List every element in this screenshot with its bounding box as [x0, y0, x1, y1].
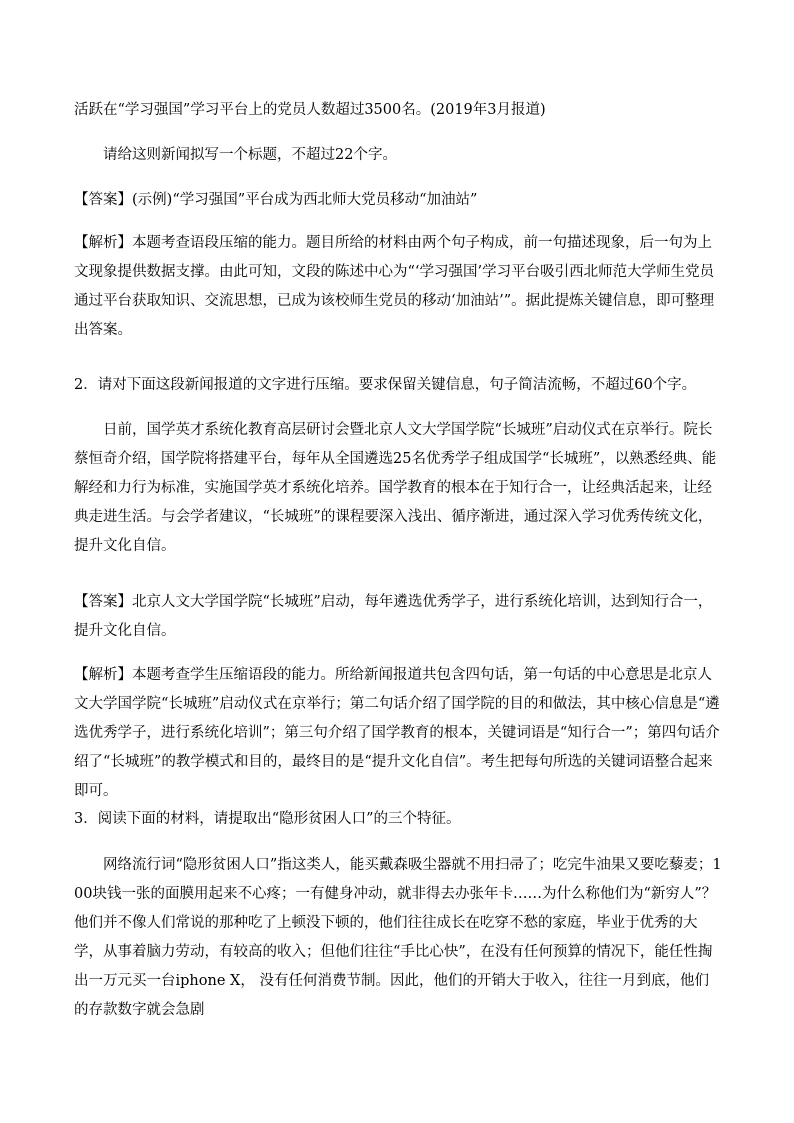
analysis-1: 【解析】本题考查语段压缩的能力。题目所给的材料由两个句子构成，前一句描述现象，后一句为上文现象提供数据支撑。由此可知，文段的陈述中心为“‘学习强国’学习平台吸引西北师范大学师生党员通过平台获取知识、交流思想，已成为该校师生党员的移动‘加油站’”。据此提炼关键信息，即可整理出答案。 [74, 235, 715, 338]
news-tail-paragraph: 活跃在“学习强国”学习平台上的党员人数超过3500名。(2019年3月报道) [74, 102, 546, 118]
news-paragraph-2: 日前，国学英才系统化教育高层研讨会暨北京人文大学国学院“长城班”启动仪式在京举行。院长蔡恒奇介绍，国学院将搭建平台，每年从全国遴选25名优秀学子组成国学“长城班”，以熟悉经典、能解经和力行为标准，实施国学英才系统化培养。国学教育的根本在于知行合一，让经典活起来，让经典走进生活。与会学者建议，“长城班”的课程要深入浅出、循序渐进，通过深入学习优秀传统文化，提升文化自信。 [74, 422, 717, 554]
question-3: 3．阅读下面的材料，请提取出“隐形贫困人口”的三个特征。 [74, 811, 461, 827]
question-prompt-1: 请给这则新闻拟写一个标题，不超过22个字。 [103, 147, 397, 163]
answer-2: 【答案】北京人文大学国学院“长城班”启动，每年遴选优秀学子，进行系统化培训，达到知行合一，提升文化自信。 [74, 594, 713, 639]
analysis-2: 【解析】本题考查学生压缩语段的能力。所给新闻报道共包含四句话，第一句话的中心意思是北京人文大学国学院“长城班”启动仪式在京举行；第二句话介绍了国学院的目的和做法，其中核心信息是“遴选优秀学子，进行系统化培训”；第三句介绍了国学教育的根本，关键词语是“知行合一”；第四句话介绍了“长城班”的教学模式和目的，最终目的是“提升文化自信”。考生把每句所选的关键词语整合起来即可。 [74, 667, 720, 799]
material-paragraph-3: 网络流行词“隐形贫困人口”指这类人，能买戴森吸尘器就不用扫帚了；吃完牛油果又要吃藜麦；100块钱一张的面膜用起来不心疼；一有健身冲动，就非得去办张年卡……为什么称他们为“新穷人”？他们并不像人们常说的那种吃了上顿没下顿的，他们往往成长在吃穿不愁的家庭，毕业于优秀的大学，从事着脑力劳动，有较高的收入；但他们往往“手比心快”，在没有任何预算的情况下，能任性掏出一万元买一台iphone X， 没有任何消费节制。因此，他们的开销大于收入，往往一月到底，他们的存款数字就会急剧 [74, 857, 722, 1018]
question-2: 2．请对下面这段新闻报道的文字进行压缩。要求保留关键信息，句子简洁流畅，不超过60个字。 [74, 377, 697, 393]
answer-1: 【答案】(示例)“学习强国”平台成为西北师大党员移动“加油站” [74, 192, 478, 208]
